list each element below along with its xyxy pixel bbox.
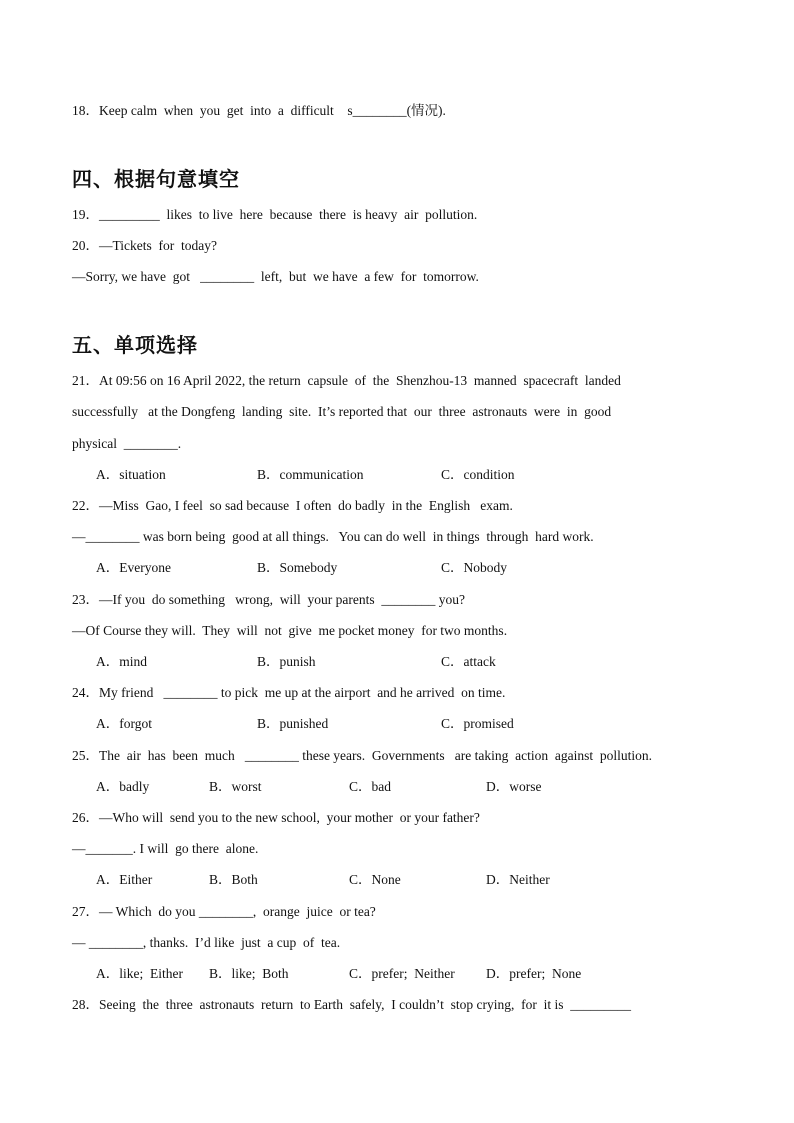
option-22-a[interactable]: A．Everyone	[96, 560, 171, 575]
section-heading-fill-in: 四、根据句意填空	[72, 167, 240, 191]
option-26-c[interactable]: C．None	[349, 872, 401, 887]
option-22-b[interactable]: B．Somebody	[257, 560, 338, 575]
question-22-response: —________ was born being good at all things. You can do well in things through hard work.	[72, 529, 594, 544]
option-27-b[interactable]: B．like; Both	[209, 966, 289, 981]
option-25-b[interactable]: B．worst	[209, 779, 262, 794]
question-27-prompt: 27．— Which do you ________, orange juice or tea?	[72, 904, 376, 919]
option-24-c[interactable]: C．promised	[441, 716, 514, 731]
option-21-c[interactable]: C．condition	[441, 467, 515, 482]
question-21-line-2: successfully at the Dongfeng landing site. It’s reported that our three astronauts were in good	[72, 404, 612, 419]
option-25-a[interactable]: A．badly	[96, 779, 150, 794]
question-23-response: —Of Course they will. They will not give me pocket money for two months.	[72, 623, 508, 638]
question-25: 25．The air has been much ________ these years. Governments are taking action against pollution.	[72, 748, 652, 763]
option-21-a[interactable]: A．situation	[96, 467, 166, 482]
question-20-response: —Sorry, we have got ________ left, but we have a few for tomorrow.	[72, 269, 479, 284]
question-22-prompt: 22．—Miss Gao, I feel so sad because I often do badly in the English exam.	[72, 498, 513, 513]
question-20-prompt: 20．—Tickets for today?	[72, 238, 217, 253]
question-24: 24．My friend ________ to pick me up at the airport and he arrived on time.	[72, 685, 506, 700]
section-heading-multiple-choice: 五、单项选择	[72, 333, 198, 357]
option-21-b[interactable]: B．communication	[257, 467, 364, 482]
option-26-b[interactable]: B．Both	[209, 872, 258, 887]
question-26-response: —_______. I will go there alone.	[72, 841, 259, 856]
option-27-a[interactable]: A．like; Either	[96, 966, 183, 981]
question-19: 19．_________ likes to live here because there is heavy air pollution.	[72, 207, 478, 222]
question-21-line-3: physical ________.	[72, 436, 182, 451]
option-24-a[interactable]: A．forgot	[96, 716, 152, 731]
question-18: 18．Keep calm when you get into a difficult s________(情况).	[72, 103, 446, 118]
option-25-c[interactable]: C．bad	[349, 779, 391, 794]
option-25-d[interactable]: D．worse	[486, 779, 542, 794]
option-27-c[interactable]: C．prefer; Neither	[349, 966, 455, 981]
question-28: 28．Seeing the three astronauts return to Earth safely, I couldn’t stop crying, for it is _________	[72, 997, 632, 1012]
option-23-c[interactable]: C．attack	[441, 654, 496, 669]
question-26-prompt: 26．—Who will send you to the new school, your mother or your father?	[72, 810, 480, 825]
question-23-prompt: 23．—If you do something wrong, will your parents ________ you?	[72, 592, 465, 607]
option-26-d[interactable]: D．Neither	[486, 872, 550, 887]
question-27-response: — ________, thanks. I’d like just a cup of tea.	[72, 935, 341, 950]
option-24-b[interactable]: B．punished	[257, 716, 329, 731]
option-22-c[interactable]: C．Nobody	[441, 560, 508, 575]
option-27-d[interactable]: D．prefer; None	[486, 966, 582, 981]
question-21-line-1: 21．At 09:56 on 16 April 2022, the return capsule of the Shenzhou-13 manned spacecraft landed	[72, 373, 621, 388]
option-23-b[interactable]: B．punish	[257, 654, 316, 669]
option-23-a[interactable]: A．mind	[96, 654, 148, 669]
option-26-a[interactable]: A．Either	[96, 872, 153, 887]
